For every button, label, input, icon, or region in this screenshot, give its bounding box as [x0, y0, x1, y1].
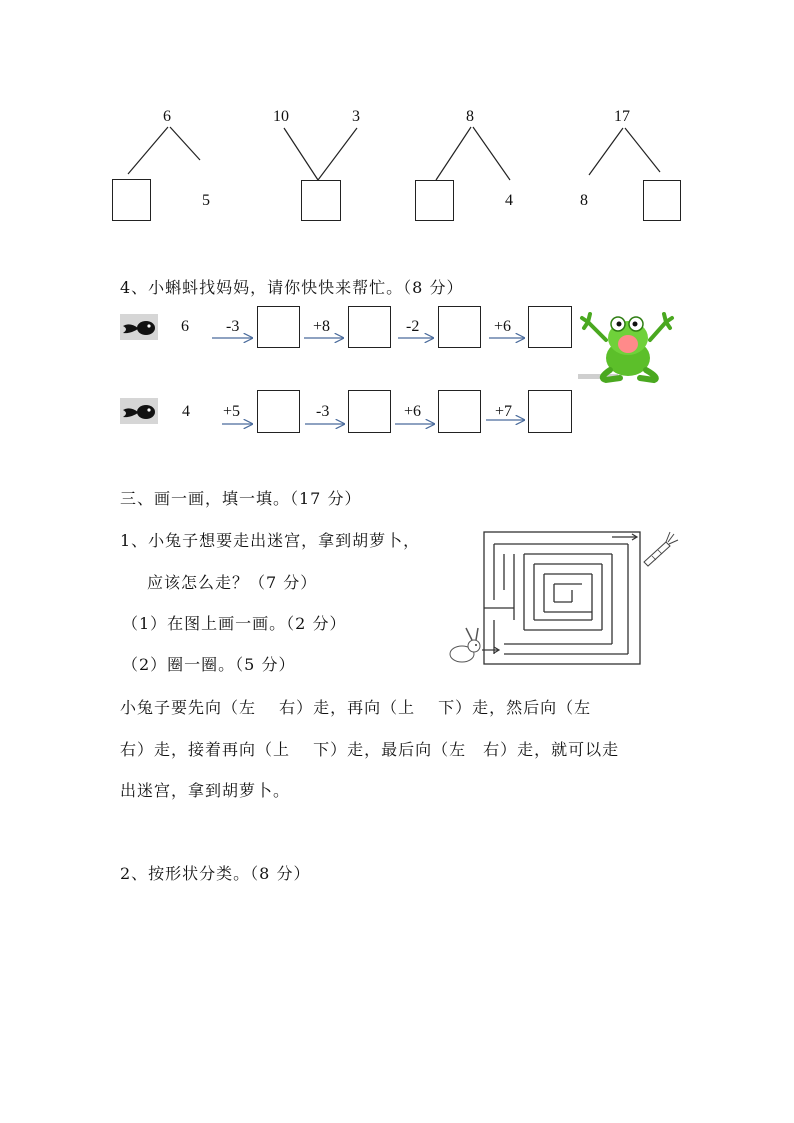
maze-paragraph-line2: 右）走，接着再向（上 下）走，最后向（左 右）走，就可以走	[120, 740, 620, 759]
row1-op-4: +6	[494, 318, 512, 335]
row2-start: 4	[182, 403, 190, 420]
maze-paragraph-line1: 小兔子要先向（左 右）走，再向（上 下）走，然后向（左	[120, 698, 592, 717]
section3-heading: 三、画一画，填一填。（17 分）	[120, 489, 362, 508]
row1-op-1: -3	[226, 318, 240, 335]
bond1-right: 5	[202, 192, 210, 209]
row2-op-3: +6	[404, 403, 422, 420]
q4-heading: 4、小蝌蚪找妈妈，请你快快来帮忙。（8 分）	[120, 278, 464, 297]
row2-op-4: +7	[495, 403, 513, 420]
bond4-top: 17	[614, 108, 630, 125]
bond1-top: 6	[163, 108, 171, 125]
q1-sub2: （2）圈一圈。（5 分）	[122, 655, 296, 674]
bond4-left: 8	[580, 192, 588, 209]
q1-sub1: （1）在图上画一画。（2 分）	[122, 614, 347, 633]
bond2-top-left: 10	[273, 108, 289, 125]
q2-heading: 2、按形状分类。（8 分）	[120, 864, 311, 883]
maze-icon	[442, 520, 682, 680]
maze-paragraph-line3: 出迷宫，拿到胡萝卜。	[120, 781, 291, 800]
bond2-top-right: 3	[352, 108, 360, 125]
q1-line2: 应该怎么走？（7 分）	[147, 573, 318, 592]
bond3-top: 8	[466, 108, 474, 125]
q1-line1: 1、小兔子想要走出迷宫，拿到胡萝卜，	[120, 531, 421, 550]
rabbit-icon	[442, 520, 682, 680]
row1-start: 6	[181, 318, 189, 335]
bond3-right: 4	[505, 192, 513, 209]
row2-op-2: -3	[316, 403, 330, 420]
row2-op-1: +5	[223, 403, 241, 420]
row1-op-2: +8	[313, 318, 331, 335]
frog-icon	[576, 308, 676, 384]
row1-op-3: -2	[406, 318, 420, 335]
